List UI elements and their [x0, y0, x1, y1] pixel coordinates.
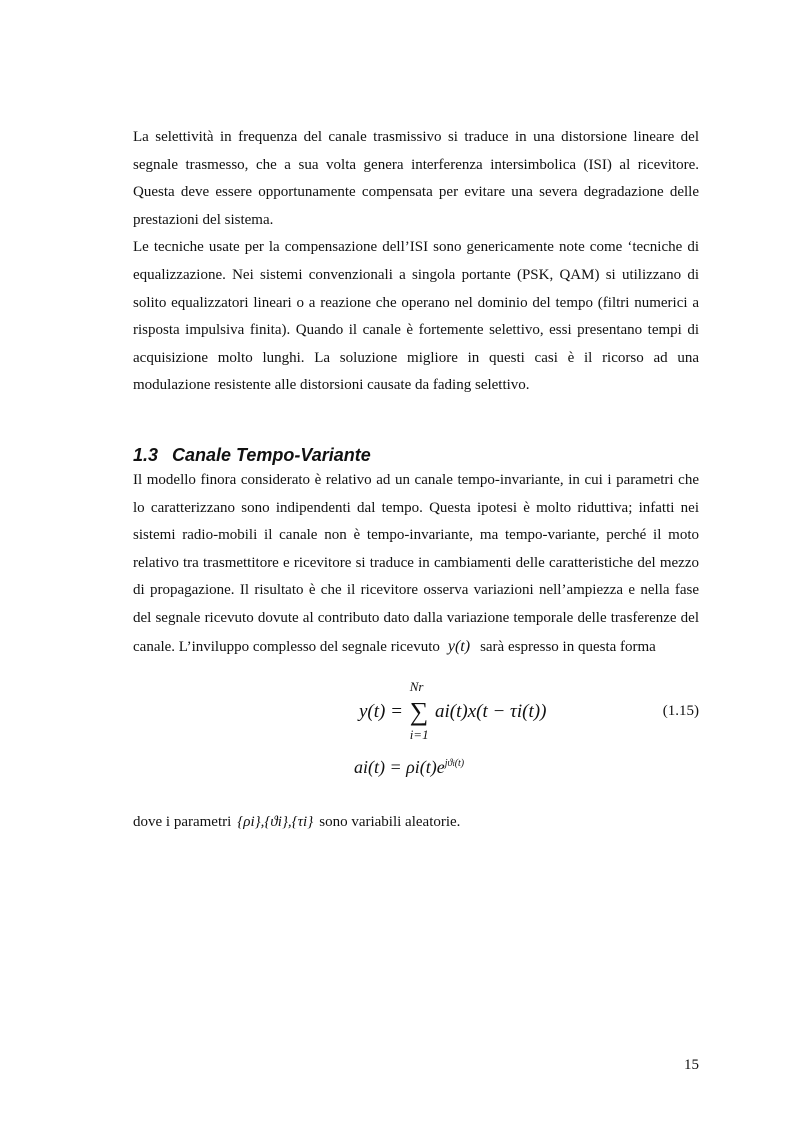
section-heading [133, 443, 699, 467]
equation-1 [359, 679, 547, 743]
sum-lower-limit: i=1 [409, 727, 429, 743]
after-prefix: dove i parametri [133, 814, 232, 831]
sum-upper-limit: Nr [409, 679, 424, 695]
random-parameters: {ρi},{ϑi},{τi} [237, 814, 314, 831]
section-number: 1.3 [133, 444, 159, 465]
inline-math-y-t: y(t) [447, 637, 471, 655]
eq1-rhs: ai(t)x(t − τi(t)) [434, 701, 547, 723]
section-paragraph [133, 467, 699, 661]
equation-number: (1.15) [662, 703, 699, 720]
summation-symbol: ∑ Nr i=1 [409, 679, 429, 743]
page-body [133, 124, 699, 837]
section-title: Canale Tempo-Variante [172, 444, 371, 465]
after-equations-text [133, 809, 699, 837]
equation-2 [354, 757, 464, 778]
paragraph-2: Le tecniche usate per la compensazione dell’ISI sono genericamente note come ‘tecniche di equalizzazione. Nei sistemi convenzionali a singola portante (PSK, QAM) si utilizzano di solito equalizzatori lineari o a reazione che operano nel dominio del tempo (filtri numerici a risposta impulsiva finita). Quando il canale è fortemente selettivo, essi presentano tempi di acquisizione molto lunghi. La soluzione migliore in questi casi è il ricorso ad una modulazione resistente alle distorsioni causate da fading selettivo. [133, 239, 699, 394]
paragraph-1: La selettività in frequenza del canale trasmissivo si traduce in una distorsione lineare del segnale trasmesso, che a sua volta genera interferenza intersimbolica (ISI) al ricevitore. Questa deve essere opportunamente compensata per evitare una severa degradazione delle prestazioni del sistema. [133, 129, 699, 228]
eq2-text: ai(t) = ρi(t)e [354, 757, 445, 778]
section-paragraph-tail: sarà espresso in questa forma [480, 638, 656, 655]
section-paragraph-text: Il modello finora considerato è relativo ad un canale tempo-invariante, in cui i parametri che lo caratterizzano sono indipendenti dal tempo. Questa ipotesi è molto riduttiva; infatti nei sistemi radio-mobili il canale non è tempo-invariante, ma tempo-variante, perché il moto relativo tra trasmettitore e ricevitore si traduce in cambiamenti delle caratteristiche del mezzo di propagazione. Il risultato è che il ricevitore osserva variazioni nell’ampiezza e nella fase del segnale ricevuto dovute al contributo dato dalla variazione temporale delle trasferenze del canale. L’inviluppo complesso del segnale ricevuto [133, 471, 699, 655]
eq1-lhs: y(t) = [359, 701, 403, 723]
after-suffix: sono variabili aleatorie. [319, 814, 461, 831]
eq2-exponent: jϑi(t) [444, 758, 465, 770]
page-number: 15 [684, 1057, 699, 1073]
equation-block [133, 679, 699, 795]
